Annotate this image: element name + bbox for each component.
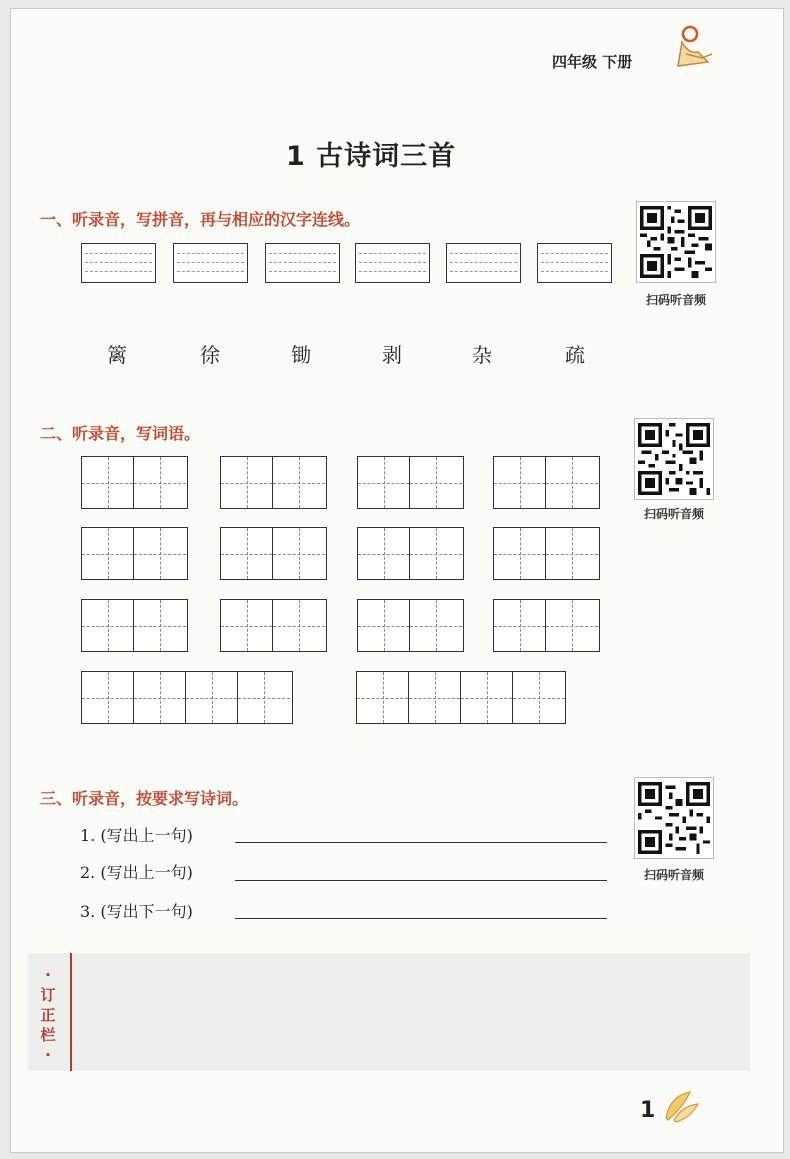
poem-item-2: 2. (写出上一句) xyxy=(80,863,193,882)
writing-grid-2[interactable] xyxy=(220,527,327,580)
writing-grid-2[interactable] xyxy=(220,456,327,509)
writing-grid-4[interactable] xyxy=(81,671,293,724)
correction-label: ·订正栏· xyxy=(40,966,56,1064)
pinyin-box[interactable] xyxy=(265,243,340,283)
pinyin-box[interactable] xyxy=(446,243,521,283)
writing-grid-4[interactable] xyxy=(356,671,566,724)
qr-code-icon[interactable] xyxy=(634,777,714,859)
qr-code-icon[interactable] xyxy=(636,201,716,283)
hanzi-character: 疏 xyxy=(565,343,585,367)
section-2-heading: 二、听录音，写词语。 xyxy=(40,424,201,443)
qr-caption: 扫码听音频 xyxy=(643,507,704,521)
writing-grid-2[interactable] xyxy=(357,456,464,509)
writing-grid-2[interactable] xyxy=(493,527,600,580)
writing-grid-2[interactable] xyxy=(81,527,188,580)
answer-line[interactable] xyxy=(235,880,607,881)
writing-grid-2[interactable] xyxy=(81,599,188,652)
writing-grid-2[interactable] xyxy=(357,527,464,580)
correction-divider xyxy=(70,953,72,1071)
writing-grid-2[interactable] xyxy=(81,456,188,509)
hanzi-character: 篱 xyxy=(107,343,127,367)
writing-grid-2[interactable] xyxy=(220,599,327,652)
hanzi-character: 徐 xyxy=(200,343,220,367)
qr-caption: 扫码听音频 xyxy=(643,868,704,882)
reading-figure-icon xyxy=(668,24,718,70)
lesson-title: 1 古诗词三首 xyxy=(286,141,457,172)
correction-area[interactable] xyxy=(28,953,750,1071)
qr-code-icon[interactable] xyxy=(634,418,714,500)
writing-grid-2[interactable] xyxy=(493,599,600,652)
hanzi-character: 剥 xyxy=(382,343,402,367)
answer-line[interactable] xyxy=(235,842,607,843)
pinyin-box[interactable] xyxy=(81,243,156,283)
pinyin-box[interactable] xyxy=(173,243,248,283)
writing-grid-2[interactable] xyxy=(357,599,464,652)
poem-item-1: 1. (写出上一句) xyxy=(80,826,193,845)
page-number: 1 xyxy=(640,1098,656,1123)
answer-line[interactable] xyxy=(235,918,607,919)
hanzi-character: 杂 xyxy=(472,343,492,367)
pinyin-box[interactable] xyxy=(537,243,612,283)
section-3-heading: 三、听录音，按要求写诗词。 xyxy=(40,789,249,808)
qr-caption: 扫码听音频 xyxy=(645,293,706,307)
poem-item-3: 3. (写出下一句) xyxy=(80,902,193,921)
writing-grid-2[interactable] xyxy=(493,456,600,509)
hanzi-character: 锄 xyxy=(291,343,311,367)
section-1-heading: 一、听录音，写拼音，再与相应的汉字连线。 xyxy=(40,210,361,229)
leaf-decoration-icon xyxy=(660,1088,702,1124)
grade-label: 四年级 下册 xyxy=(552,53,633,71)
pinyin-box[interactable] xyxy=(355,243,430,283)
